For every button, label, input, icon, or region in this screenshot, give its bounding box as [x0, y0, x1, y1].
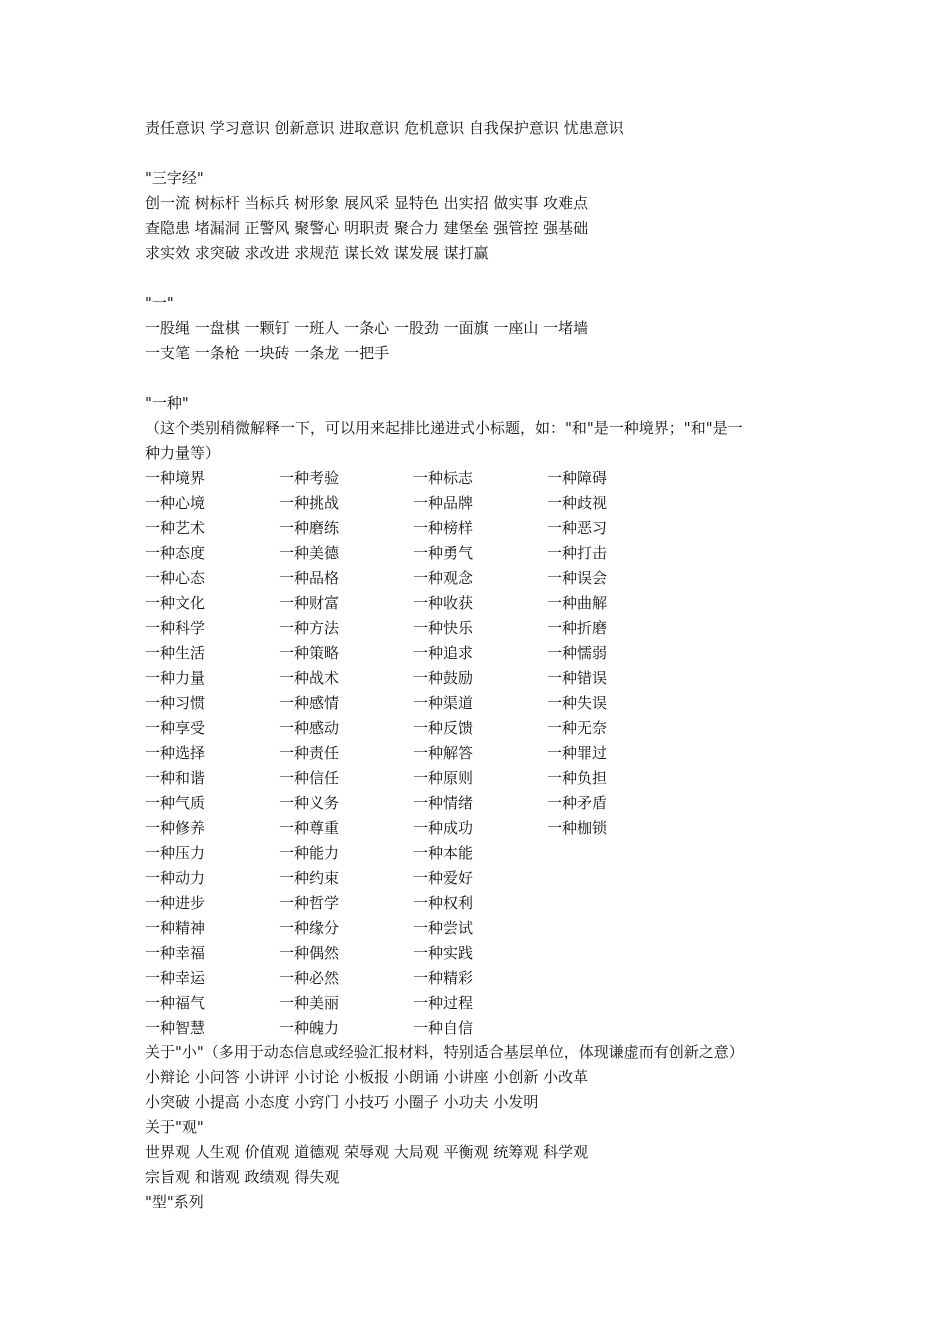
- yizhong-word: 一种考验: [279, 469, 340, 487]
- yizhong-word: 一种感动: [279, 719, 340, 737]
- yizhong-word: 一种幸运: [145, 969, 206, 987]
- text-line: 宗旨观 和谐观 政绩观 得失观: [145, 1168, 340, 1186]
- yizhong-word: 一种爱好: [413, 869, 474, 887]
- yizhong-word: 一种美德: [279, 544, 340, 562]
- yizhong-word: 一种能力: [279, 844, 340, 862]
- yizhong-word: 一种渠道: [413, 694, 474, 712]
- yizhong-word: 一种力量: [145, 669, 206, 687]
- yizhong-word: 一种尊重: [279, 819, 340, 837]
- yizhong-word: 一种品格: [279, 569, 340, 587]
- yizhong-word: 一种快乐: [413, 619, 474, 637]
- yizhong-word: 一种艺术: [145, 519, 206, 537]
- yizhong-word: 一种懦弱: [547, 644, 608, 662]
- yizhong-word: 一种文化: [145, 594, 206, 612]
- yizhong-word: 一种心态: [145, 569, 206, 587]
- text-line: 关于"观": [145, 1118, 204, 1136]
- yizhong-word: 一种战术: [279, 669, 340, 687]
- yizhong-word: 一种生活: [145, 644, 206, 662]
- yizhong-word: 一种追求: [413, 644, 474, 662]
- yizhong-word: 一种磨练: [279, 519, 340, 537]
- yizhong-word: 一种折磨: [547, 619, 608, 637]
- text-line: 求实效 求突破 求改进 求规范 谋长效 谋发展 谋打赢: [145, 244, 489, 262]
- yizhong-word: 一种偶然: [279, 944, 340, 962]
- yizhong-word: 一种榜样: [413, 519, 474, 537]
- yizhong-word: 一种福气: [145, 994, 206, 1012]
- yizhong-word: 一种进步: [145, 894, 206, 912]
- yizhong-word: 一种尝试: [413, 919, 474, 937]
- yizhong-word: 一种财富: [279, 594, 340, 612]
- yizhong-word: 一种鼓励: [413, 669, 474, 687]
- text-line: "型"系列: [145, 1193, 204, 1211]
- yizhong-word: 一种魄力: [279, 1019, 340, 1037]
- yizhong-word: 一种过程: [413, 994, 474, 1012]
- text-line: "一": [145, 294, 174, 312]
- yizhong-word: 一种反馈: [413, 719, 474, 737]
- yizhong-word: 一种打击: [547, 544, 608, 562]
- yizhong-word: 一种策略: [279, 644, 340, 662]
- yizhong-word: 一种约束: [279, 869, 340, 887]
- yizhong-word: 一种和谐: [145, 769, 206, 787]
- yizhong-word: 一种科学: [145, 619, 206, 637]
- yizhong-word: 一种智慧: [145, 1019, 206, 1037]
- yizhong-word: 一种责任: [279, 744, 340, 762]
- yizhong-word: 一种信任: [279, 769, 340, 787]
- yizhong-word: 一种障碍: [547, 469, 608, 487]
- yizhong-word: 一种无奈: [547, 719, 608, 737]
- yizhong-word: 一种选择: [145, 744, 206, 762]
- text-line: 关于"小"（多用于动态信息或经验汇报材料，特别适合基层单位，体现谦虚而有创新之意）: [145, 1043, 744, 1061]
- yizhong-word: 一种动力: [145, 869, 206, 887]
- yizhong-word: 一种挑战: [279, 494, 340, 512]
- yizhong-word: 一种情绪: [413, 794, 474, 812]
- yizhong-word: 一种美丽: [279, 994, 340, 1012]
- yizhong-word: 一种本能: [413, 844, 474, 862]
- yizhong-word: 一种标志: [413, 469, 474, 487]
- text-line: （这个类别稍微解释一下，可以用来起排比递进式小标题，如："和"是一种境界；"和"是一: [145, 419, 743, 437]
- yizhong-word: 一种缘分: [279, 919, 340, 937]
- yizhong-word: 一种必然: [279, 969, 340, 987]
- yizhong-word: 一种方法: [279, 619, 340, 637]
- yizhong-word: 一种成功: [413, 819, 474, 837]
- yizhong-word: 一种境界: [145, 469, 206, 487]
- yizhong-word: 一种解答: [413, 744, 474, 762]
- yizhong-word: 一种精神: [145, 919, 206, 937]
- text-line: 小突破 小提高 小态度 小窍门 小技巧 小圈子 小功夫 小发明: [145, 1093, 539, 1111]
- yizhong-word: 一种品牌: [413, 494, 474, 512]
- yizhong-word: 一种哲学: [279, 894, 340, 912]
- text-line: 创一流 树标杆 当标兵 树形象 展风采 显特色 出实招 做实事 攻难点: [145, 194, 589, 212]
- text-line: 查隐患 堵漏洞 正警风 聚警心 明职责 聚合力 建堡垒 强管控 强基础: [145, 219, 589, 237]
- yizhong-word: 一种习惯: [145, 694, 206, 712]
- yizhong-word: 一种心境: [145, 494, 206, 512]
- text-line: 种力量等）: [145, 444, 221, 462]
- yizhong-word: 一种观念: [413, 569, 474, 587]
- text-line: "一种": [145, 394, 189, 412]
- yizhong-word: 一种曲解: [547, 594, 608, 612]
- yizhong-word: 一种枷锁: [547, 819, 608, 837]
- yizhong-word: 一种负担: [547, 769, 608, 787]
- yizhong-word: 一种错误: [547, 669, 608, 687]
- yizhong-word: 一种失误: [547, 694, 608, 712]
- yizhong-word: 一种自信: [413, 1019, 474, 1037]
- yizhong-word: 一种原则: [413, 769, 474, 787]
- yizhong-word: 一种矛盾: [547, 794, 608, 812]
- yizhong-word: 一种权利: [413, 894, 474, 912]
- yizhong-word: 一种修养: [145, 819, 206, 837]
- yizhong-word: 一种实践: [413, 944, 474, 962]
- yizhong-word: 一种享受: [145, 719, 206, 737]
- yizhong-word: 一种精彩: [413, 969, 474, 987]
- yizhong-word: 一种义务: [279, 794, 340, 812]
- text-line: 小辩论 小问答 小讲评 小讨论 小板报 小朗诵 小讲座 小创新 小改革: [145, 1068, 589, 1086]
- text-line: 一支笔 一条枪 一块砖 一条龙 一把手: [145, 344, 390, 362]
- yizhong-word: 一种恶习: [547, 519, 608, 537]
- yizhong-word: 一种气质: [145, 794, 206, 812]
- yizhong-word: 一种误会: [547, 569, 608, 587]
- yizhong-word: 一种歧视: [547, 494, 608, 512]
- yizhong-word: 一种幸福: [145, 944, 206, 962]
- text-line: 世界观 人生观 价值观 道德观 荣辱观 大局观 平衡观 统筹观 科学观: [145, 1143, 589, 1161]
- text-line: "三字经": [145, 169, 204, 187]
- yizhong-word: 一种勇气: [413, 544, 474, 562]
- yizhong-word: 一种态度: [145, 544, 206, 562]
- text-line: 责任意识 学习意识 创新意识 进取意识 危机意识 自我保护意识 忧患意识: [145, 119, 624, 137]
- yizhong-word: 一种收获: [413, 594, 474, 612]
- yizhong-word: 一种压力: [145, 844, 206, 862]
- yizhong-word: 一种感情: [279, 694, 340, 712]
- text-line: 一股绳 一盘棋 一颗钉 一班人 一条心 一股劲 一面旗 一座山 一堵墙: [145, 319, 589, 337]
- yizhong-word: 一种罪过: [547, 744, 608, 762]
